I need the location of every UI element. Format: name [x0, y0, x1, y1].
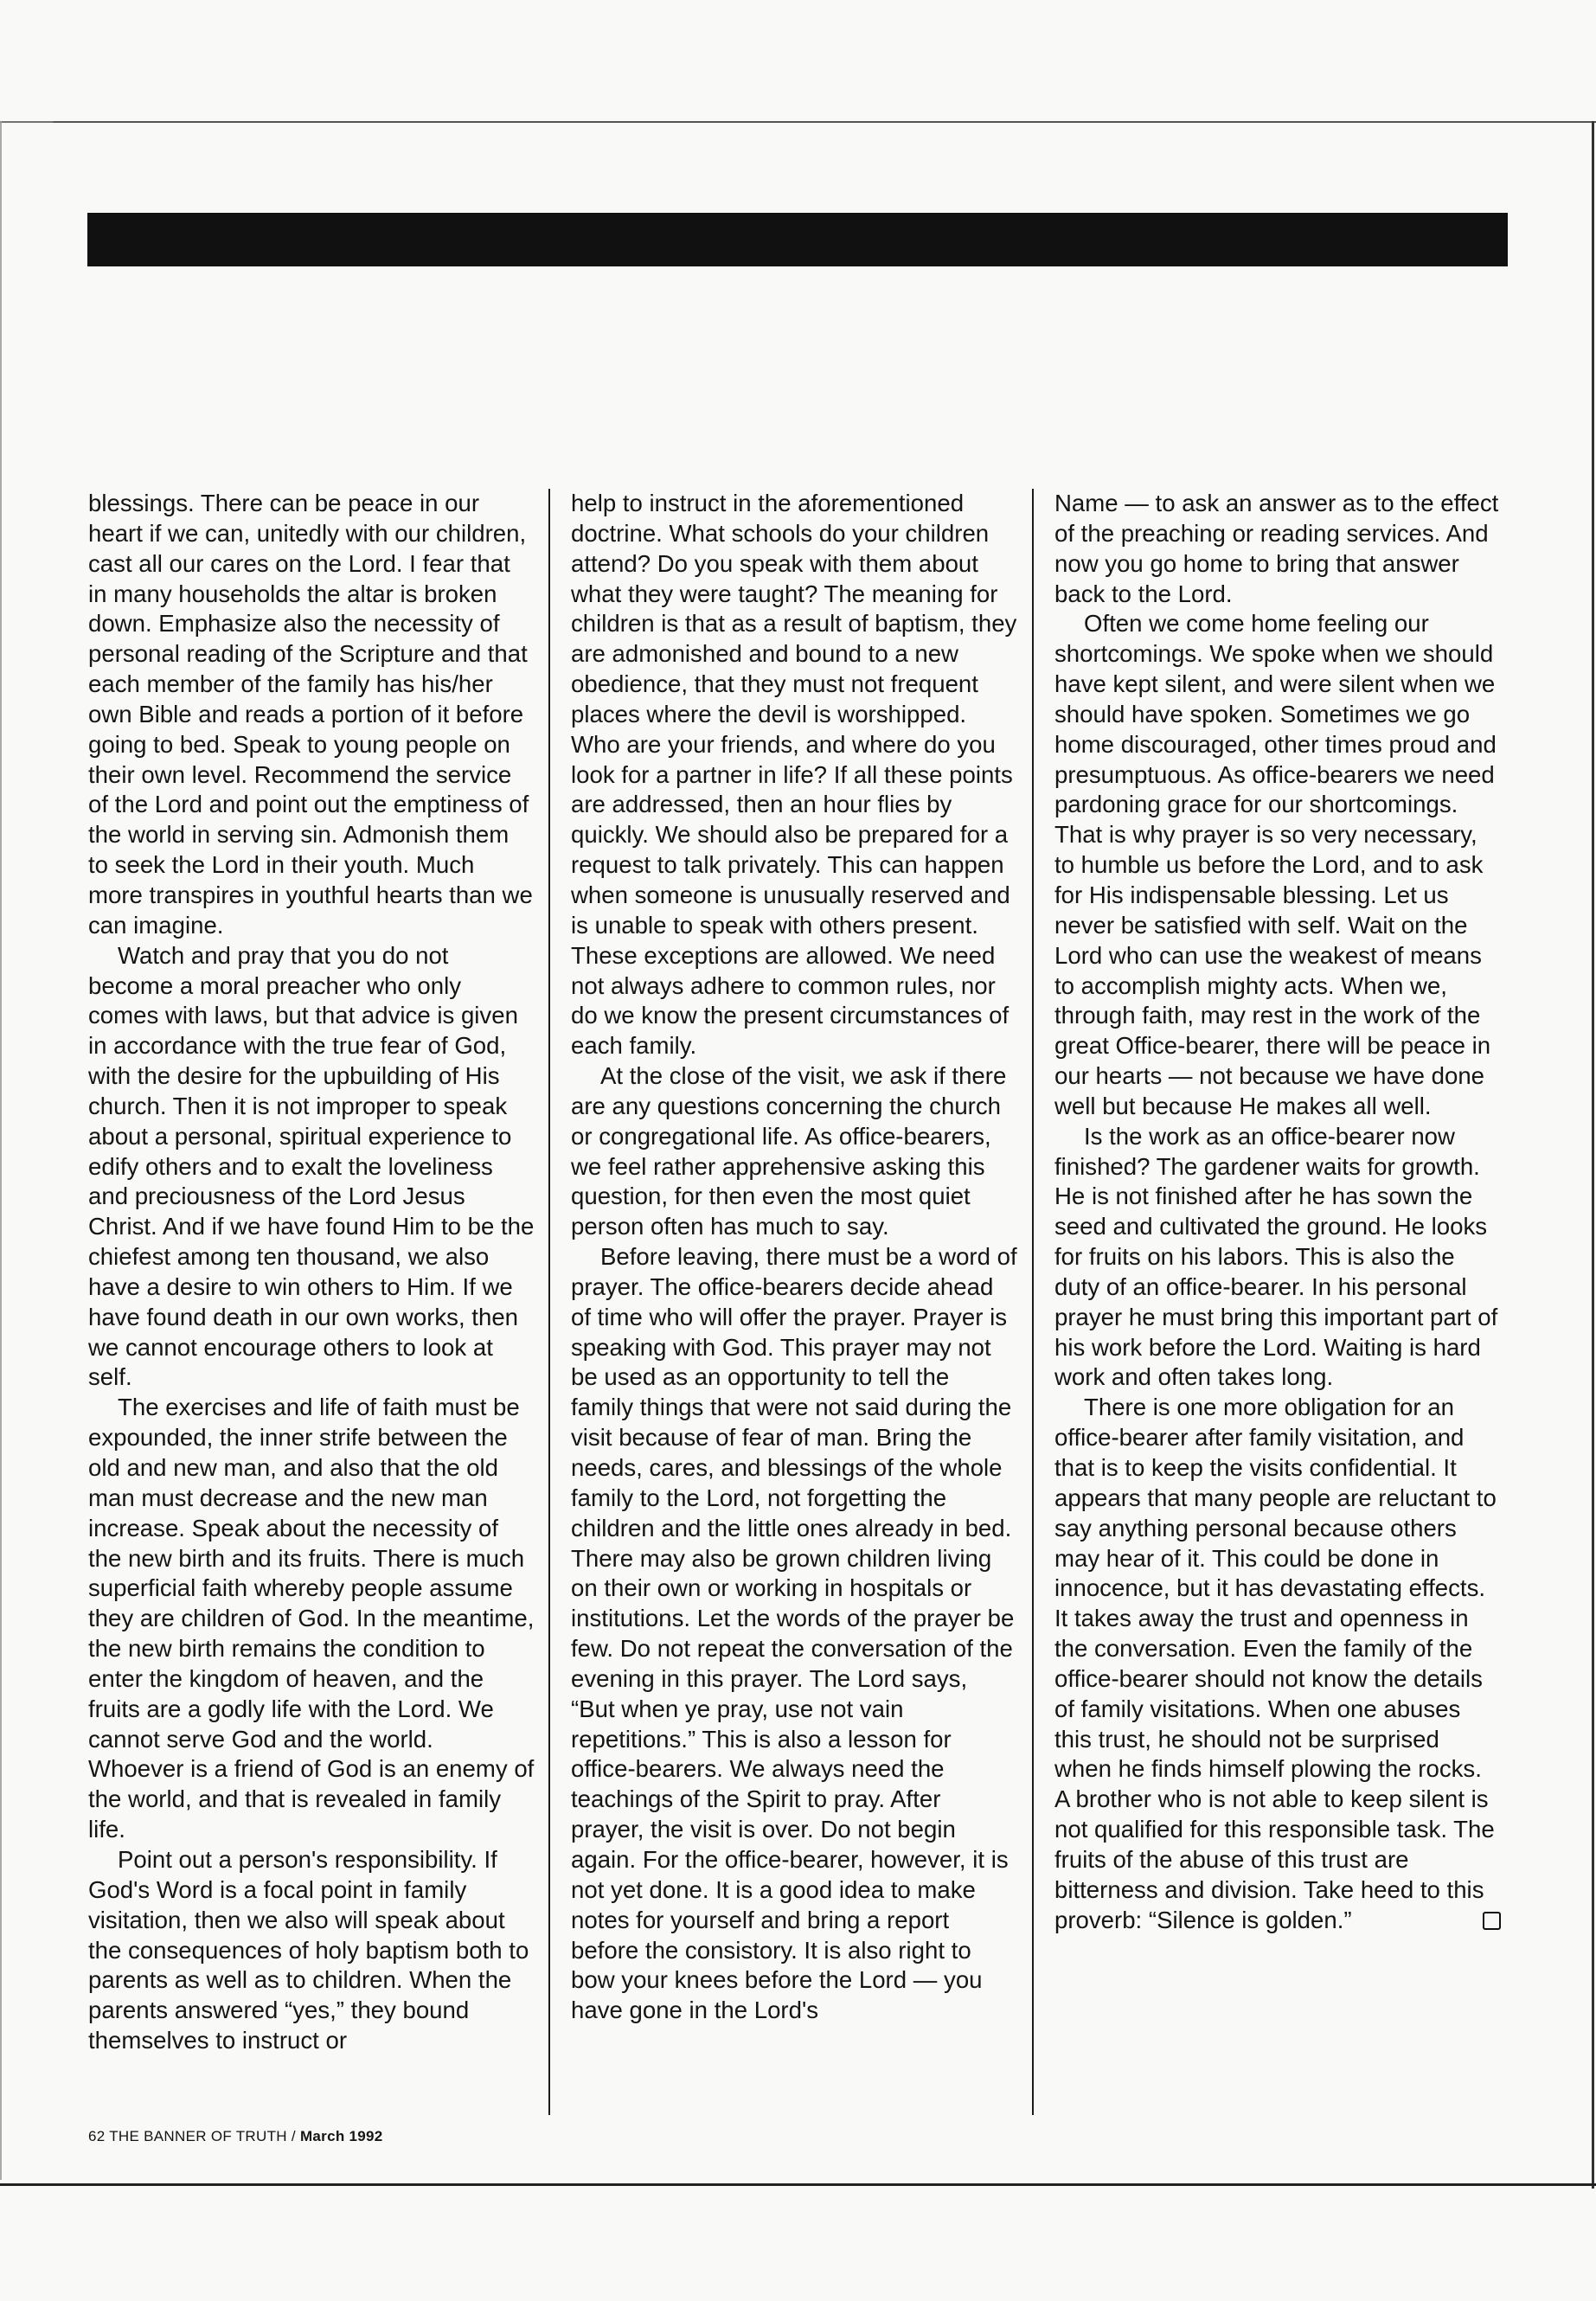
- column-divider: [1032, 489, 1034, 2115]
- paragraph: Before leaving, there must be a word of prayer. The office-bearers decide ahead of time who will offer the prayer. Prayer is speaking with God. This prayer may not be used as an opportunity to tell the family things that were not said during the visit because of fear of man. Bring the needs, cares, and blessings of the whole family to the Lord, not forgetting the children and the little ones already in bed. There may also be grown children living on their own or working in hospitals or institutions. Let the words of the prayer be few. Do not repeat the conversation of the evening in this prayer. The Lord says, “But when ye pray, use not vain repetitions.” This is also a lesson for office-bearers. We always need the teachings of the Spirit to pray. After prayer, the visit is over. Do not begin again. For the office-bearer, however, it is not yet done. It is a good idea to make notes for yourself and bring a report before the consistory. It is also right to bow your knees before the Lord — you have gone in the Lord's: [571, 1243, 1017, 2024]
- scan-edge-left: [0, 121, 2, 2180]
- scan-edge-bottom: [0, 2183, 1596, 2186]
- paragraph: blessings. There can be peace in our heart if we can, unitedly with our children, cast all our cares on the Lord. I fear that in many households the altar is broken down. Emphasize also the necessity of personal reading of the Scripture and that each member of the family has his/her own Bible and reads a portion of it before going to bed. Speak to young people on their own level. Recommend the service of the Lord and point out the emptiness of the world in serving sin. Admonish them to seek the Lord in their youth. Much more transpires in youthful hearts than we can imagine.: [88, 490, 533, 939]
- issue-date: March 1992: [299, 2128, 383, 2144]
- paragraph: Name — to ask an answer as to the effect of the preaching or reading services. And now you go home to bring that answer back to the Lord.: [1054, 490, 1499, 607]
- last-paragraph: [1054, 1393, 1501, 1935]
- scan-edge-right: [1592, 121, 1594, 2189]
- scan-edge-top: [0, 121, 1596, 123]
- paragraph: Often we come home feeling our shortcomings. We spoke when we should have kept silent, and were silent when we should have spoken. Sometimes we go home discouraged, other times proud and presumptuous. As office-bearers we need pardoning grace for our shortcomings. That is why prayer is so very necessary, to humble us before the Lord, and to ask for His indispensable blessing. Let us never be satisfied with self. Wait on the Lord who can use the weakest of means to accomplish mighty acts. When we, through faith, may rest in the work of the great Office-bearer, there will be peace in our hearts — not because we have done well but because He makes all well.: [1054, 610, 1497, 1119]
- text-column-2: [571, 489, 1017, 2026]
- paragraph: Watch and pray that you do not become a moral preacher who only comes with laws, but that advice is given in accordance with the true fear of God, with the desire for the upbuilding of His church. Then it is not improper to speak about a personal, spiritual experience to edify others and to exalt the loveliness and preciousness of the Lord Jesus Christ. And if we have found Him to be the chiefest among ten thousand, we also have a desire to win others to Him. If we have found death in our own works, then we cannot encourage others to look at self.: [88, 941, 535, 1391]
- paragraph: The exercises and life of faith must be expounded, the inner strife between the old and new man, and also that the old man must decrease and the new man increase. Speak about the necessity of the new birth and its fruits. There is much superficial faith whereby people assume they are children of God. In the meantime, the new birth remains the condition to enter the kingdom of heaven, and the fruits are a godly life with the Lord. We cannot serve God and the world. Whoever is a friend of God is an enemy of the world, and that is revealed in family life.: [88, 1394, 535, 1843]
- text-column-3: [1054, 489, 1501, 1936]
- publication-name: THE BANNER OF TRUTH /: [109, 2128, 296, 2144]
- text-column-1: [88, 489, 535, 2056]
- page-corner-fold: [0, 121, 54, 175]
- paragraph-text: There is one more obligation for an office-bearer after family visitation, and that is to keep the visits confidential. It appears that many people are reluctant to say anything personal because others may hear of it. This could be done in innocence, but it has devastating effects. It takes away the trust and openness in the conversation. Even the family of the office-bearer should not know the details of family visitations. When one abuses this trust, he should not be surprised when he finds himself plowing the rocks. A brother who is not able to keep silent is not qualified for this responsible task. The fruits of the abuse of this trust are bitterness and division. Take heed to this proverb: “Silence is golden.”: [1054, 1394, 1497, 1933]
- page-footer: [88, 2127, 383, 2146]
- paragraph: Is the work as an office-bearer now finished? The gardener waits for growth. He is not finished after he has sown the seed and cultivated the ground. He looks for fruits on his labors. This is also the duty of an office-bearer. In his personal prayer he must bring this important part of his work before the Lord. Waiting is hard work and often takes long.: [1054, 1122, 1498, 1391]
- end-of-article-icon: [1483, 1912, 1501, 1930]
- header-banner-bar: [87, 213, 1508, 266]
- paragraph: help to instruct in the aforementioned doctrine. What schools do your children attend? Do you speak with them about what they were taught? The meaning for children is that as a result of baptism, they are admonished and bound to a new obedience, that they must not frequent places where the devil is worshipped. Who are your friends, and where do you look for a partner in life? If all these points are addressed, then an hour flies by quickly. We should also be prepared for a request to talk privately. This can happen when someone is unusually reserved and is unable to speak with others present. These exceptions are allowed. We need not always adhere to common rules, nor do we know the present circumstances of each family.: [571, 490, 1017, 1060]
- page-number: 62: [88, 2128, 106, 2144]
- paragraph: At the close of the visit, we ask if there are any questions concerning the church or congregational life. As office-bearers, we feel rather apprehensive asking this question, for then even the most quiet person often has much to say.: [571, 1062, 1007, 1240]
- paragraph: Point out a person's responsibility. If God's Word is a focal point in family visitation, then we also will speak about the consequences of holy baptism both to parents as well as to children. When the parents answered “yes,” they bound themselves to instruct or: [88, 1845, 529, 2054]
- column-divider: [548, 489, 550, 2115]
